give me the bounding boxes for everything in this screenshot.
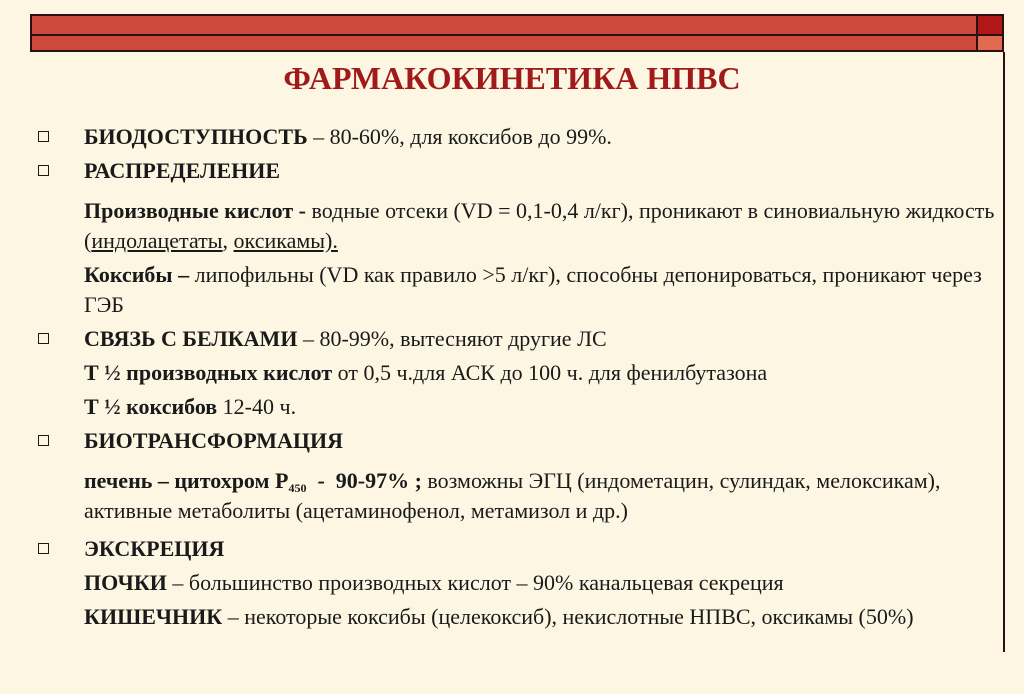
acids-heading: Производные кислот - [84,198,307,223]
gut-heading: КИШЕЧНИК [84,604,223,629]
bullet-square-icon [38,131,49,142]
bullet-square-icon [38,543,49,554]
bullet-square-icon [38,435,49,446]
kidney-text: – большинство производных кислот – 90% канальцевая секреция [166,570,784,595]
header-bar-bottom [30,36,978,52]
bullet-distribution [38,156,998,186]
binding-text: – 80-99%, вытесняют другие ЛС [297,326,607,351]
header-square-top [978,14,1004,36]
header-square-bottom [978,36,1004,52]
liver-paragraph [38,466,998,526]
bullet-square-icon [38,165,49,176]
bullet-bioavailability [38,122,998,152]
distribution-coxib-paragraph [38,260,998,320]
distribution-heading: РАСПРЕДЕЛЕНИЕ [84,158,281,183]
bioavailability-heading: БИОДОСТУПНОСТЬ [84,124,308,149]
header-bar-top [30,14,978,36]
right-border-line [1003,52,1005,652]
gut-text: – некоторые коксибы (целекоксиб), некислотные НПВС, оксикамы (50%) [222,604,914,629]
bioavailability-text: – 80-60%, для коксибов до 99%. [307,124,612,149]
acids-text: водные отсеки (VD = 0,1-0,4 л/кг), проникают в синовиальную жидкость ( [84,198,995,253]
acids-separator: , [222,228,234,253]
half-life-acids-text: от 0,5 ч.для АСК до 100 ч. для фенилбутазона [332,360,768,385]
binding-heading: СВЯЗЬ С БЕЛКАМИ [84,326,298,351]
liver-text: возможны ЭГЦ (индометацин, сулиндак, мелоксикам), активные метаболиты (ацетаминофенол, метамизол и др.) [84,468,941,523]
acids-underlined-1: индолацетаты [91,228,223,253]
coxib-text: липофильны (VD как правило >5 л/кг), способны депонироваться, проникают через ГЭБ [84,262,982,317]
bullet-square-icon [38,333,49,344]
biotransformation-heading: БИОТРАНСФОРМАЦИЯ [84,428,344,453]
half-life-acids-heading: Т ½ производных кислот [84,360,333,385]
bullet-excretion [38,534,998,564]
kidney-paragraph [38,568,998,598]
coxib-heading: Коксибы – [84,262,190,287]
half-life-acids [38,358,998,388]
slide-content [38,122,998,632]
liver-heading: печень – цитохром Р [84,468,289,493]
excretion-heading: ЭКСКРЕЦИЯ [84,536,225,561]
half-life-coxib-heading: Т ½ коксибов [84,394,218,419]
slide-title: ФАРМАКОКИНЕТИКА НПВС [283,60,741,96]
acids-underlined-2: оксикамы). [233,228,338,253]
liver-heading-2: - 90-97% ; [306,468,422,493]
liver-subscript: 450 [288,481,307,495]
kidney-heading: ПОЧКИ [84,570,167,595]
half-life-coxib-text: 12-40 ч. [217,394,297,419]
bullet-protein-binding [38,324,998,354]
distribution-acids-paragraph [38,196,998,256]
bullet-biotransformation [38,426,998,456]
gut-paragraph [38,602,998,632]
half-life-coxib [38,392,998,422]
